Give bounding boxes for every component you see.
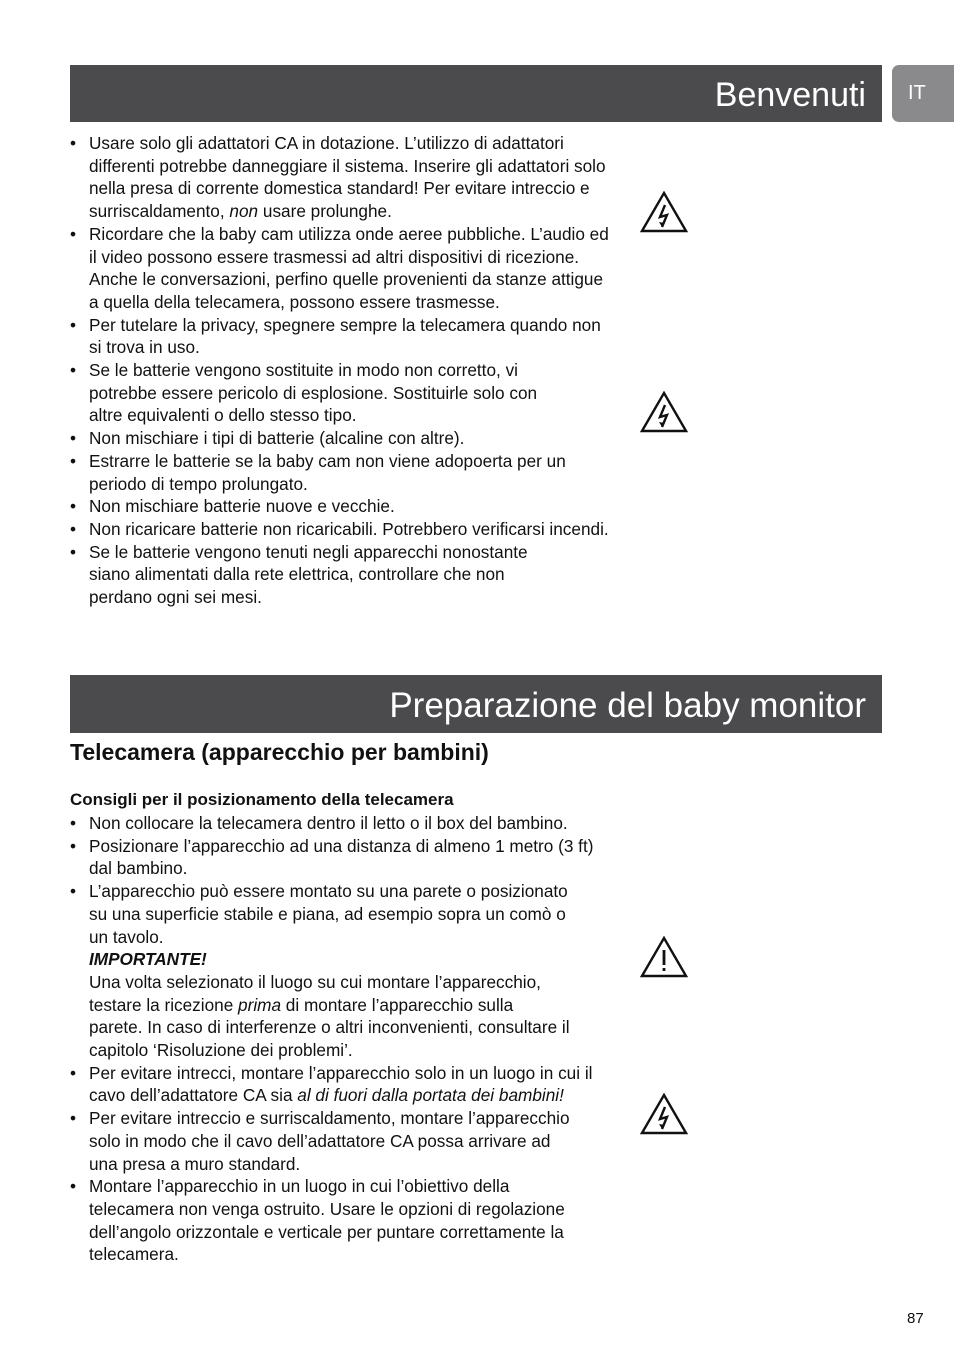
- list-item: • Ricordare che la baby cam utilizza onde aeree pubbliche. L’audio ed il video possono essere trasmessi ad altri dispositivi di ricezione. Anche le conversazioni, perfino quelle provenienti da stanze attigue a quella della telecamera, possono essere trasmesse.: [70, 223, 610, 314]
- caution-icon: [640, 935, 688, 979]
- page-number: 87: [907, 1310, 924, 1327]
- electric-hazard-icon: [640, 390, 688, 434]
- list-item: • Montare l’apparecchio in un luogo in cui l’obiettivo della telecamera non venga ostruito. Usare le opzioni di regolazione dell’angolo orizzontale e verticale per puntare correttamente la telecamera.: [70, 1175, 610, 1266]
- list-item: • Non collocare la telecamera dentro il letto o il box del bambino.: [70, 812, 610, 835]
- list-item: • Posizionare l’apparecchio ad una distanza di almeno 1 metro (3 ft) dal bambino.: [70, 835, 610, 880]
- list-item: • Se le batterie vengono sostituite in modo non corretto, vi potrebbe essere pericolo di esplosione. Sostituirle solo con altre equivalenti o dello stesso tipo.: [70, 359, 610, 427]
- list-item: • Per evitare intreccio e surriscaldamento, montare l’apparecchio solo in modo che il cavo dell’adattatore CA possa arrivare ad una presa a muro standard.: [70, 1107, 610, 1175]
- list-item: • Per evitare intrecci, montare l’apparecchio solo in un luogo in cui il cavo dell’adattatore CA sia al di fuori dalla portata dei bambini!: [70, 1062, 610, 1107]
- list-item: • Non mischiare i tipi di batterie (alcaline con altre).: [70, 427, 610, 450]
- electric-hazard-icon: [640, 1092, 688, 1136]
- section-title-benvenuti: Benvenuti: [70, 65, 882, 122]
- list-item: • Estrarre le batterie se la baby cam non viene adopoerta per un periodo di tempo prolungato.: [70, 450, 610, 495]
- subsection-title: Telecamera (apparecchio per bambini): [70, 739, 489, 765]
- safety-list: [70, 132, 610, 609]
- electric-hazard-icon: [640, 190, 688, 234]
- important-label: IMPORTANTE!: [89, 949, 207, 970]
- section-title-preparazione: Preparazione del baby monitor: [70, 675, 882, 733]
- subsection-heading: Consigli per il posizionamento della telecamera: [70, 790, 454, 809]
- language-tab: IT: [892, 65, 954, 122]
- list-item: • Usare solo gli adattatori CA in dotazione. L’utilizzo di adattatori differenti potrebbe danneggiare il sistema. Inserire gli adattatori solo nella presa di corrente domestica standard! Per evitare intreccio e surriscaldamento, non usare prolunghe.: [70, 132, 610, 223]
- list-item: • Non ricaricare batterie non ricaricabili. Potrebbero verificarsi incendi.: [70, 518, 610, 541]
- list-item: • Se le batterie vengono tenuti negli apparecchi nonostante siano alimentati dalla rete elettrica, controllare che non perdano ogni sei mesi.: [70, 541, 610, 609]
- list-item: • Non mischiare batterie nuove e vecchie.: [70, 495, 610, 518]
- list-item: • Per tutelare la privacy, spegnere sempre la telecamera quando non si trova in uso.: [70, 314, 610, 359]
- list-item: • L’apparecchio può essere montato su una parete o posizionato su una superficie stabile e piana, ad esempio sopra un comò o un tavolo. IMPORTANTE! Una volta selezionato il luogo su cui montare l’apparecchio, testare la ricezione prima di montare l’apparecchio sulla parete. In caso di interferenze o altri inconvenienti, consultare il capitolo ‘Risoluzione dei problemi’.: [70, 880, 610, 1062]
- positioning-list: [70, 812, 610, 1266]
